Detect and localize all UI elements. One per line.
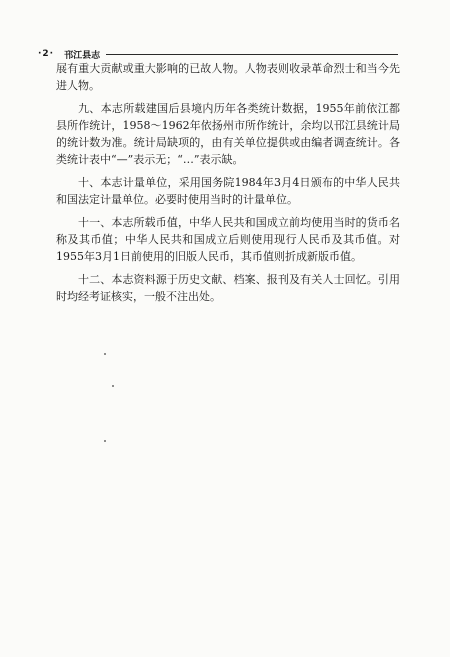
- paragraph-item-11: 十一、本志所载币值，中华人民共和国成立前均使用当时的货币名称及其币值；中华人民共和国成立后则使用现行人民币及其币值。对1955年3月1日前使用的旧版人民币，其币值则折成新版币值。: [56, 216, 400, 263]
- scan-speck: [104, 440, 106, 442]
- header-rule: [106, 54, 398, 55]
- running-title: 邗江县志: [64, 50, 101, 61]
- scan-speck: [104, 353, 106, 355]
- paragraph-item-9: 九、本志所载建国后县境内历年各类统计数据，1955年前依江都县所作统计，1958～1962年依扬州市所作统计，余均以邗江县统计局的统计数为准。统计局缺项的，由有关单位提供或由编者调查统计。各类统计表中“—”表示无；“…”表示缺。: [56, 102, 400, 166]
- paragraph-item-12: 十二、本志资料源于历史文献、档案、报刊及有关人士回忆。引用时均经考证核实，一般不注出处。: [56, 273, 400, 303]
- paragraph-continuation: 展有重大贡献或重大影响的已故人物。人物表则收录革命烈士和当今先进人物。: [56, 62, 400, 92]
- scan-speck: [112, 385, 114, 387]
- body-text: [56, 60, 400, 311]
- page-number: ·2·: [38, 49, 55, 59]
- page-header: [38, 47, 398, 61]
- paragraph-item-10: 十、本志计量单位，采用国务院1984年3月4日颁布的中华人民共和国法定计量单位。必要时使用当时的计量单位。: [56, 176, 400, 206]
